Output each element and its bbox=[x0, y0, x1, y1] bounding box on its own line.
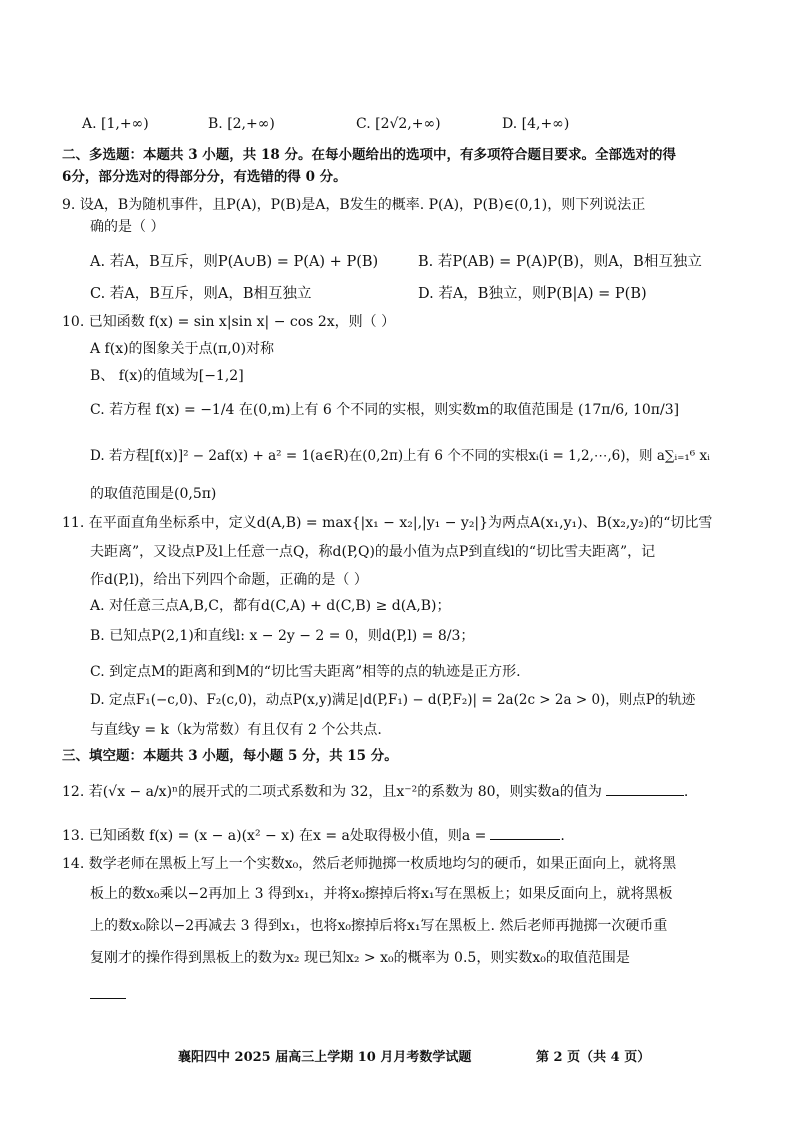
q13-stem: 13. 已知函数 f(x) = (x − a)(x² − x) 在x = a处取得极小值，则a = bbox=[62, 828, 487, 844]
q13-answer-blank[interactable] bbox=[490, 827, 560, 840]
q12-answer-blank[interactable] bbox=[606, 783, 684, 796]
q14-answer-blank[interactable] bbox=[90, 998, 126, 999]
q9-option-d: D. 若A，B独立，则P(B|A) = P(B) bbox=[418, 286, 647, 302]
section3-header: 三、填空题：本题共 3 小题，每小题 5 分，共 15 分。 bbox=[62, 748, 398, 764]
q11-option-a: A. 对任意三点A,B,C，都有d(C,A) + d(C,B) ≥ d(A,B)； bbox=[90, 598, 451, 614]
q9-option-c: C. 若A，B互斥，则A，B相互独立 bbox=[90, 286, 312, 302]
q12-row bbox=[62, 783, 688, 801]
section2-header-line1: 二、多选题：本题共 3 小题，共 18 分。在每小题给出的选项中，有多项符合题目要求。全部选对的得 bbox=[62, 147, 676, 163]
q11-stem-line3: 作d(P,l)，给出下列四个命题，正确的是（ ） bbox=[90, 572, 368, 588]
q9-option-a: A. 若A，B互斥，则P(A∪B) = P(A) + P(B) bbox=[90, 254, 379, 270]
q11-stem-line1: 11. 在平面直角坐标系中，定义d(A,B) = max{|x₁ − x₂|,|y₁ − y₂|}为两点A(x₁,y₁)、B(x₂,y₂)的“切比雪 bbox=[62, 515, 713, 531]
footer-title: 襄阳四中 2025 届高三上学期 10 月月考数学试题 bbox=[178, 1050, 472, 1065]
q11-option-d-line1: D. 定点F₁(−c,0)、F₂(c,0)，动点P(x,y)满足|d(P,F₁) − d(P,F₂)| = 2a(2c > 2a > 0)，则点P的轨迹 bbox=[90, 692, 696, 708]
q10-option-a: A f(x)的图象关于点(π,0)对称 bbox=[90, 341, 275, 357]
q9-option-b: B. 若P(AB) = P(A)P(B)，则A，B相互独立 bbox=[418, 254, 702, 270]
q11-option-c: C. 到定点M的距离和到M的“切比雪夫距离”相等的点的轨迹是正方形. bbox=[90, 664, 521, 680]
q14-line3: 上的数x₀除以−2再减去 3 得到x₁，也将x₀擦掉后将x₁写在黑板上. 然后老师再抛掷一次硬币重 bbox=[90, 918, 668, 934]
q13-end: . bbox=[560, 828, 565, 844]
q10-option-d-line1: D. 若方程[f(x)]² − 2af(x) + a² = 1(a∈R)在(0,2π)上有 6 个不同的实根xᵢ(i = 1,2,⋯,6)，则 a∑ᵢ₌₁⁶ xᵢ bbox=[90, 448, 710, 464]
q14-line4: 复刚才的操作得到黑板上的数为x₂ 现已知x₂ > x₀的概率为 0.5，则实数x₀的取值范围是 bbox=[90, 950, 630, 966]
q9-stem-line2: 确的是（ ） bbox=[90, 219, 165, 235]
q12-stem: 12. 若(√x − a/x)ⁿ的展开式的二项式系数和为 32，且x⁻²的系数为 80，则实数a的值为 bbox=[62, 784, 602, 800]
q14-line2: 板上的数x₀乘以−2再加上 3 得到x₁，并将x₀擦掉后将x₁写在黑板上；如果反面向上，就将黑板 bbox=[90, 886, 673, 902]
q11-option-d-line2: 与直线y = k（k为常数）有且仅有 2 个公共点. bbox=[90, 722, 382, 738]
q14-line1: 14. 数学老师在黑板上写上一个实数x₀，然后老师抛掷一枚质地均匀的硬币，如果正面向上，就将黑 bbox=[62, 856, 677, 872]
section2-header-line2: 6分，部分选对的得部分分，有选错的得 0 分。 bbox=[62, 169, 347, 185]
q12-end: . bbox=[683, 784, 689, 800]
prev-option-a: A. [1,+∞) bbox=[82, 116, 149, 132]
q10-option-d-line2: 的取值范围是(0,5π) bbox=[90, 486, 217, 502]
q10-option-b: B、 f(x)的值域为[−1,2] bbox=[90, 368, 244, 384]
q13-row bbox=[62, 827, 565, 845]
q11-stem-line2: 夫距离”，又设点P及l上任意一点Q，称d(P,Q)的最小值为点P到直线l的“切比雪夫距离”，记 bbox=[90, 544, 656, 560]
q11-option-b: B. 已知点P(2,1)和直线l: x − 2y − 2 = 0，则d(P,l) = 8/3； bbox=[90, 628, 475, 644]
prev-option-d: D. [4,+∞) bbox=[502, 116, 570, 132]
q10-option-c: C. 若方程 f(x) = −1/4 在(0,m)上有 6 个不同的实根，则实数m的取值范围是 (17π/6, 10π/3] bbox=[90, 402, 680, 418]
prev-option-b: B. [2,+∞) bbox=[208, 116, 275, 132]
q10-stem: 10. 已知函数 f(x) = sin x|sin x| − cos 2x，则（ ） bbox=[62, 314, 396, 330]
prev-option-c: C. [2√2,+∞) bbox=[356, 116, 441, 132]
q9-stem-line1: 9. 设A，B为随机事件，且P(A)，P(B)是A，B发生的概率. P(A)，P(B)∈(0,1)，则下列说法正 bbox=[62, 197, 646, 213]
footer-page-number: 第 2 页（共 4 页） bbox=[536, 1050, 651, 1065]
